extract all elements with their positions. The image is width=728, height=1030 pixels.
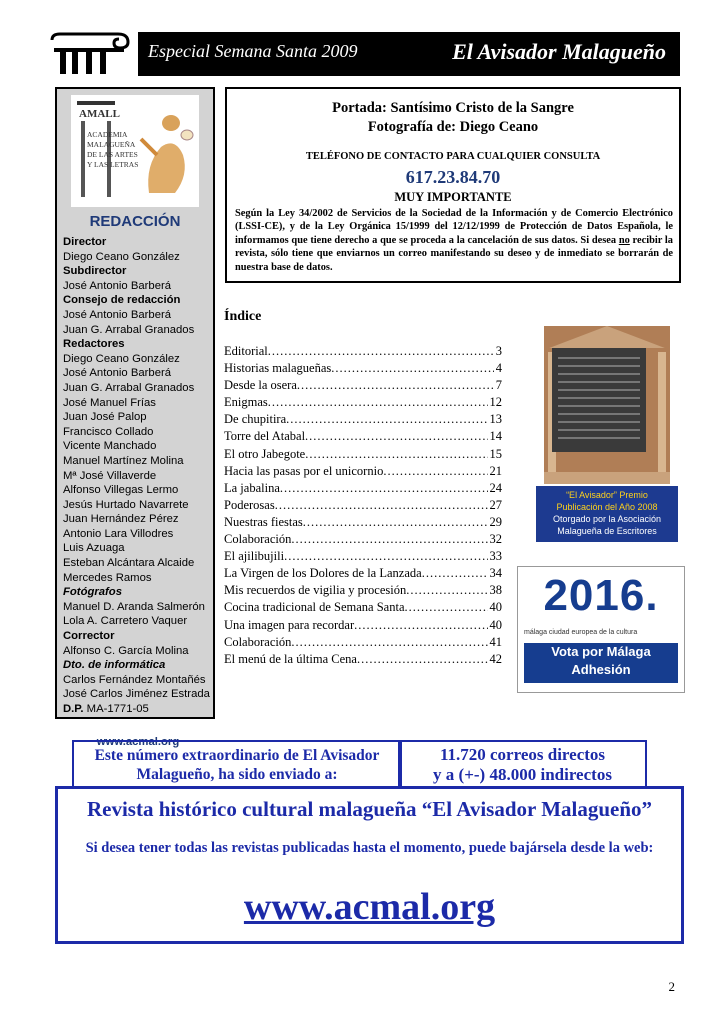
staff-name: Juan José Palop [63,411,147,424]
staff-name: Diego Ceano González [63,352,180,365]
index-entry[interactable] [224,463,502,480]
staff-role: Consejo de redacción [63,294,181,307]
index-entry-label: La jabalina [224,480,280,495]
index-leader-dots [286,411,487,428]
promo-box [55,786,684,944]
staff-role: Dto. de informática [63,659,166,672]
award-caption [536,486,678,542]
cover-credit [227,99,679,137]
index-entry-page: 40 [489,617,502,632]
redaccion-sidebar [55,87,215,749]
index-leader-dots [280,480,488,497]
index-entry[interactable] [224,617,502,634]
index-entry-page: 14 [489,429,502,444]
legal-text-no: no [618,234,630,246]
index-title: Índice [224,309,262,324]
mail-counts [400,745,645,785]
index-entry-page: 15 [489,446,502,461]
index-entry-label: Colaboración [224,634,292,649]
index-leader-dots [297,377,494,394]
index-leader-dots [268,394,488,411]
important-heading: MUY IMPORTANTE [394,190,512,204]
phone-number[interactable]: 617.23.84.70 [405,167,501,187]
cover-title: Portada: Santísimo Cristo de la Sangre [332,100,574,116]
staff-role: Subdirector [63,265,127,278]
index-leader-dots [268,343,494,360]
index-leader-dots [331,360,493,377]
index-entry-page: 41 [489,634,502,649]
photo-credit: Fotografía de: Diego Ceano [367,119,539,135]
index-entry-page: 13 [489,412,502,427]
staff-name: Juan G. Arrabal Granados [63,381,195,394]
dp-line [63,702,213,717]
index-entry[interactable] [224,428,502,445]
phone-label: TELÉFONO DE CONTACTO PARA CUALQUIER CONSULTA [305,151,601,162]
magazine-title: El Avisador Malagueño [452,39,666,64]
staff-role: Redactores [63,338,125,351]
index-leader-dots [422,565,488,582]
staff-role: Fotógrafos [63,586,122,599]
mail-count-box [398,740,647,788]
index-entry-label: Una imagen para recordar [224,617,355,632]
index-entry[interactable] [224,548,502,565]
index-entry-page: 12 [489,395,502,410]
index-entry-label: Desde la osera [224,378,297,393]
sent-text: Este número extraordinario de El Avisador Malagueño, ha sido enviado a: [94,747,380,783]
redaccion-heading: REDACCIÓN [89,213,181,230]
index-entry-page: 4 [495,361,502,376]
staff-name: Luis Azuaga [63,542,125,555]
sent-info-box [72,740,402,788]
award-image [536,326,678,546]
staff-name: Antonio Lara Villodres [63,527,174,540]
direct-count: 11.720 correos directos [439,745,606,764]
index-entry-page: 38 [489,583,502,598]
banner-year: 2016. [543,571,659,620]
index-entry[interactable] [224,343,502,360]
index-leader-dots [305,446,487,463]
staff-name: Carlos Fernández Montañés [63,673,206,686]
index-entry-page: 24 [489,480,502,495]
index-leader-dots [284,548,487,565]
staff-role: Corrector [63,630,115,643]
index-entry-label: El otro Jabegote [224,446,306,461]
index-leader-dots [357,651,488,668]
logo-line-4: Y LAS LETRAS [87,160,139,169]
staff-name: Vicente Manchado [63,440,157,453]
index-entry[interactable] [224,599,502,616]
banner-city-line: málaga ciudad europea de la cultura [524,629,638,636]
index-entry-page: 32 [489,532,502,547]
logo-top-text: AMALL [79,108,120,120]
staff-name: Mª José Villaverde [63,469,157,482]
index-entry-page: 29 [489,514,502,529]
index-entry[interactable] [224,497,502,514]
promo-text: Si desea tener todas las revistas publicadas hasta el momento, puede bajársela desde la web: [85,840,654,856]
index-leader-dots [406,582,487,599]
staff-name: Jesús Hurtado Navarrete [63,498,189,511]
index-leader-dots [291,634,487,651]
issue-title: Especial Semana Santa 2009 [148,41,358,61]
index-leader-dots [383,463,487,480]
table-of-contents [224,343,502,668]
column-capital-logo-icon [48,32,138,76]
index-entry-page: 7 [495,378,502,393]
index-entry[interactable] [224,582,502,599]
index-entry[interactable] [224,514,502,531]
staff-list [63,235,213,750]
index-entry-label: Nuestras fiestas [224,514,303,529]
index-entry-label: Poderosas [224,497,275,512]
index-entry[interactable] [224,651,502,668]
header-bar [48,32,680,76]
index-entry-label: Editorial [224,344,268,358]
malaga-2016-banner[interactable] [517,566,685,693]
staff-name: Juan G. Arrabal Granados [63,323,195,336]
index-entry[interactable] [224,360,502,377]
index-leader-dots [291,531,487,548]
staff-name: José Carlos Jiménez Estrada [63,688,210,701]
index-entry-label: El menú de la última Cena [224,651,357,666]
cover-info-box [225,87,681,283]
staff-name: Diego Ceano González [63,250,180,263]
staff-name: Juan Hernández Pérez [63,513,179,526]
award-line-1: “El Avisador” Premio [566,490,648,500]
index-leader-dots [405,599,488,616]
legal-text-before: Según la Ley 34/2002 de Servicios de la Sociedad de la Información y de Comercio Electrónico (LSSI-CE), y de la Ley Orgánica 15/1999 del 12/12/1999 de Protección de Datos Española, le informamos que tiene derecho a que se proceda a la cancelación de sus datos. Si desea [235,208,673,246]
staff-name: José Antonio Barberá [63,279,172,292]
legal-notice [235,207,673,274]
index-leader-dots [275,497,488,514]
index-entry-label: La Virgen de los Dolores de la Lanzada [224,566,422,581]
index-entry-label: Torre del Atabal [224,429,306,444]
vote-line-2: Adhesión [571,662,631,677]
index-entry-label: Colaboración [224,532,292,547]
dp-value: MA-1771-05 [86,703,149,715]
index-leader-dots [303,514,488,531]
staff-name: Mercedes Ramos [63,571,152,584]
index-entry-label: Cocina tradicional de Semana Santa [224,600,405,615]
index-entry-label: Hacia las pasas por el unicornio [224,463,384,478]
staff-name: Esteban Alcántara Alcaide [63,557,195,570]
index-entry-page: 27 [489,497,502,512]
staff-name: Alfonso Villegas Lermo [63,484,179,497]
index-leader-dots [305,428,487,445]
index-entry[interactable] [224,565,502,582]
staff-name: Manuel D. Aranda Salmerón [63,600,205,613]
page-number: 2 [668,979,675,994]
staff-name: José Antonio Barberá [63,308,172,321]
plaque-text-panel [552,348,646,452]
index-entry-label: Enigmas [224,395,268,410]
index-entry-page: 40 [489,600,502,615]
email-link[interactable]: elavisador@acmal.org [77,721,199,734]
index-entry-label: Mis recuerdos de vigilia y procesión [224,583,407,598]
index-entry[interactable] [224,411,502,428]
staff-name: José Manuel Frías [63,396,156,409]
index-entry[interactable] [224,531,502,548]
index-entry-page: 21 [489,463,502,478]
dp-label: D.P. [63,703,84,715]
legal-text-after: recibir la revista, sólo tiene que enviarnos un correo manifestando su deseo y de inmediato se borrarán de nuestra base de datos. [235,234,673,273]
staff-name: Alfonso C. García Molina [63,644,189,657]
staff-name: José Antonio Barberá [63,367,172,380]
index-entry[interactable] [224,446,502,463]
staff-name: Manuel Martínez Molina [63,454,184,467]
award-line-3: Otorgado por la Asociación [552,514,662,524]
website-link[interactable]: www.acmal.org [243,886,496,928]
logo-line-1: ACADEMIA [87,130,128,139]
vote-line-1: Vota por Málaga [551,644,651,659]
award-line-2: Publicación del Año 2008 [556,502,658,512]
index-entry-page: 34 [489,566,502,581]
sidebar-web-link[interactable]: www.acmal.org [96,736,180,749]
index-entry-page: 33 [489,549,502,564]
promo-title: Revista histórico cultural malagueña “El Avisador Malagueño” [86,797,653,821]
staff-role: Director [63,236,107,248]
index-entry[interactable] [224,480,502,497]
logo-line-2: MALAGUEÑA [87,140,136,149]
index-entry-label: Historias malagueñas [224,361,332,376]
staff-name: Lola A. Carretero Vaquer [63,615,188,628]
logo-line-3: DE LAS ARTES [87,150,138,159]
vote-button[interactable] [524,643,678,683]
academy-logo-icon [71,95,199,207]
index-entry-page: 42 [489,651,502,666]
staff-name: Francisco Collado [63,425,154,438]
index-entry-label: De chupitira [224,412,287,427]
index-entry[interactable] [224,377,502,394]
award-line-4: Malagueña de Escritores [557,526,657,536]
indirect-count: y a (+-) 48.000 indirectos [433,765,612,784]
index-entry-label: El ajilibujili [224,549,285,564]
index-entry-page: 3 [495,344,502,358]
index-entry[interactable] [224,394,502,411]
index-entry[interactable] [224,634,502,651]
index-leader-dots [354,617,487,634]
